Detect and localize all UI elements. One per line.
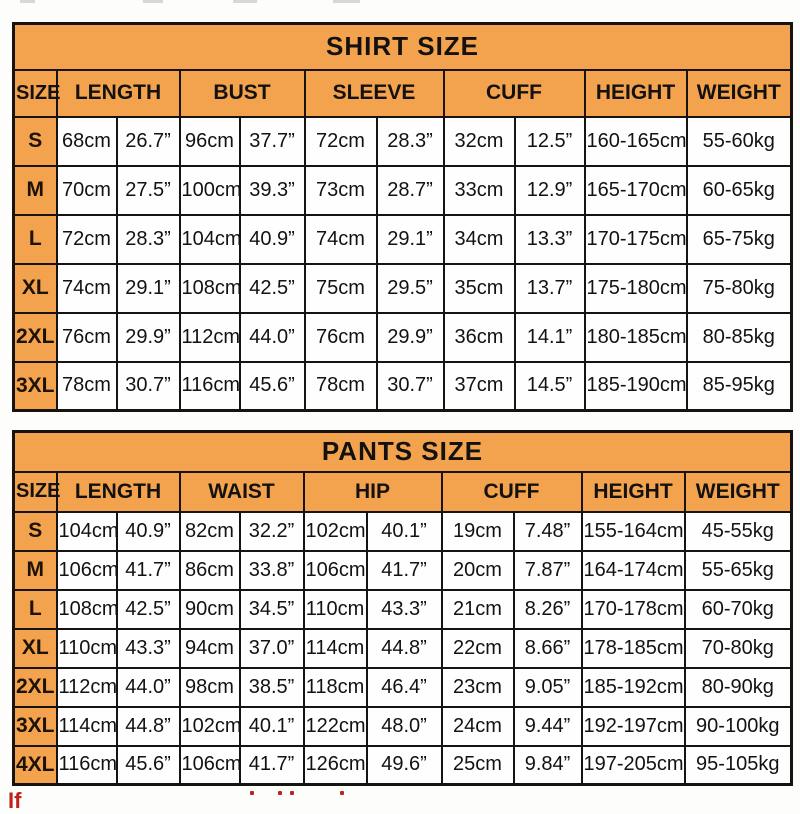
value-cell: 41.7”	[367, 551, 442, 590]
value-cell: 106cm	[304, 551, 367, 590]
size-label-cell: L	[14, 590, 57, 629]
column-header-sleeve: SLEEVE	[305, 70, 444, 117]
value-cell: 68cm	[57, 117, 117, 166]
value-cell: 170-175cm	[585, 215, 687, 264]
value-cell: 80-85kg	[687, 313, 792, 362]
value-cell: 29.5”	[377, 264, 444, 313]
value-cell: 48.0”	[367, 707, 442, 746]
value-cell: 108cm	[180, 264, 240, 313]
value-cell: 100cm	[180, 166, 240, 215]
footer-text-fragment: If	[8, 788, 22, 813]
value-cell: 46.4”	[367, 668, 442, 707]
value-cell: 28.7”	[377, 166, 444, 215]
value-cell: 104cm	[180, 215, 240, 264]
value-cell: 104cm	[57, 512, 117, 551]
shirt-table-header-row	[14, 70, 792, 117]
value-cell: 126cm	[304, 746, 367, 785]
size-label-cell: 3XL	[14, 362, 57, 411]
value-cell: 40.9”	[240, 215, 305, 264]
value-cell: 110cm	[304, 590, 367, 629]
value-cell: 34cm	[444, 215, 515, 264]
table-row	[14, 512, 792, 551]
value-cell: 34.5”	[240, 590, 304, 629]
value-cell: 29.9”	[117, 313, 180, 362]
value-cell: 14.1”	[515, 313, 585, 362]
value-cell: 24cm	[442, 707, 514, 746]
value-cell: 98cm	[180, 668, 240, 707]
value-cell: 70cm	[57, 166, 117, 215]
shirt-table-title: SHIRT SIZE	[14, 24, 792, 70]
table-row	[14, 362, 792, 411]
value-cell: 170-178cm	[582, 590, 685, 629]
value-cell: 41.7”	[117, 551, 180, 590]
table-row	[14, 117, 792, 166]
value-cell: 110cm	[57, 629, 117, 668]
cropped-text-remnant	[233, 0, 257, 3]
value-cell: 19cm	[442, 512, 514, 551]
value-cell: 44.8”	[117, 707, 180, 746]
value-cell: 25cm	[442, 746, 514, 785]
column-header-weight: WEIGHT	[685, 472, 792, 512]
clipped-footer-text	[8, 788, 792, 813]
value-cell: 175-180cm	[585, 264, 687, 313]
size-label-cell: L	[14, 215, 57, 264]
value-cell: 12.9”	[515, 166, 585, 215]
value-cell: 85-95kg	[687, 362, 792, 411]
value-cell: 165-170cm	[585, 166, 687, 215]
value-cell: 95-105kg	[685, 746, 792, 785]
value-cell: 40.9”	[117, 512, 180, 551]
value-cell: 75cm	[305, 264, 377, 313]
value-cell: 20cm	[442, 551, 514, 590]
value-cell: 160-165cm	[585, 117, 687, 166]
value-cell: 55-65kg	[685, 551, 792, 590]
value-cell: 49.6”	[367, 746, 442, 785]
value-cell: 7.48”	[514, 512, 582, 551]
cropped-text-remnant	[333, 0, 360, 3]
column-header-cuff: CUFF	[442, 472, 582, 512]
value-cell: 80-90kg	[685, 668, 792, 707]
value-cell: 73cm	[305, 166, 377, 215]
value-cell: 75-80kg	[687, 264, 792, 313]
value-cell: 116cm	[180, 362, 240, 411]
size-label-cell: 3XL	[14, 707, 57, 746]
pants-table-title-row	[14, 432, 792, 472]
column-header-weight: WEIGHT	[687, 70, 792, 117]
value-cell: 94cm	[180, 629, 240, 668]
value-cell: 40.1”	[240, 707, 304, 746]
column-header-size: SIZE	[14, 70, 57, 117]
value-cell: 116cm	[57, 746, 117, 785]
table-row	[14, 668, 792, 707]
value-cell: 28.3”	[117, 215, 180, 264]
value-cell: 36cm	[444, 313, 515, 362]
value-cell: 112cm	[57, 668, 117, 707]
value-cell: 76cm	[57, 313, 117, 362]
value-cell: 60-70kg	[685, 590, 792, 629]
value-cell: 9.44”	[514, 707, 582, 746]
table-row	[14, 629, 792, 668]
value-cell: 106cm	[57, 551, 117, 590]
column-header-bust: BUST	[180, 70, 305, 117]
value-cell: 43.3”	[367, 590, 442, 629]
table-row	[14, 551, 792, 590]
value-cell: 23cm	[442, 668, 514, 707]
value-cell: 37.7”	[240, 117, 305, 166]
value-cell: 74cm	[305, 215, 377, 264]
value-cell: 33.8”	[240, 551, 304, 590]
clipped-footer-text-dot	[250, 791, 254, 795]
value-cell: 8.66”	[514, 629, 582, 668]
value-cell: 32.2”	[240, 512, 304, 551]
value-cell: 55-60kg	[687, 117, 792, 166]
value-cell: 78cm	[57, 362, 117, 411]
value-cell: 106cm	[180, 746, 240, 785]
clipped-footer-text-dot	[290, 791, 294, 795]
size-label-cell: S	[14, 512, 57, 551]
column-header-hip: HIP	[304, 472, 442, 512]
pants-size-table	[12, 430, 793, 786]
value-cell: 96cm	[180, 117, 240, 166]
value-cell: 108cm	[57, 590, 117, 629]
value-cell: 178-185cm	[582, 629, 685, 668]
value-cell: 29.9”	[377, 313, 444, 362]
pants-table-header-row	[14, 472, 792, 512]
value-cell: 102cm	[304, 512, 367, 551]
value-cell: 13.7”	[515, 264, 585, 313]
value-cell: 86cm	[180, 551, 240, 590]
value-cell: 76cm	[305, 313, 377, 362]
column-header-size: SIZE	[14, 472, 57, 512]
table-row	[14, 590, 792, 629]
value-cell: 122cm	[304, 707, 367, 746]
value-cell: 28.3”	[377, 117, 444, 166]
value-cell: 9.84”	[514, 746, 582, 785]
value-cell: 82cm	[180, 512, 240, 551]
value-cell: 197-205cm	[582, 746, 685, 785]
size-label-cell: 2XL	[14, 668, 57, 707]
value-cell: 40.1”	[367, 512, 442, 551]
value-cell: 102cm	[180, 707, 240, 746]
value-cell: 78cm	[305, 362, 377, 411]
table-row	[14, 166, 792, 215]
size-label-cell: 2XL	[14, 313, 57, 362]
value-cell: 30.7”	[117, 362, 180, 411]
table-row	[14, 313, 792, 362]
value-cell: 44.0”	[240, 313, 305, 362]
value-cell: 39.3”	[240, 166, 305, 215]
value-cell: 9.05”	[514, 668, 582, 707]
value-cell: 114cm	[304, 629, 367, 668]
value-cell: 118cm	[304, 668, 367, 707]
value-cell: 26.7”	[117, 117, 180, 166]
shirt-table-title-row	[14, 24, 792, 70]
value-cell: 72cm	[57, 215, 117, 264]
size-label-cell: M	[14, 551, 57, 590]
size-label-cell: M	[14, 166, 57, 215]
value-cell: 45-55kg	[685, 512, 792, 551]
value-cell: 45.6”	[240, 362, 305, 411]
size-label-cell: 4XL	[14, 746, 57, 785]
value-cell: 44.0”	[117, 668, 180, 707]
value-cell: 72cm	[305, 117, 377, 166]
value-cell: 30.7”	[377, 362, 444, 411]
value-cell: 155-164cm	[582, 512, 685, 551]
value-cell: 65-75kg	[687, 215, 792, 264]
value-cell: 35cm	[444, 264, 515, 313]
column-header-length: LENGTH	[57, 472, 180, 512]
value-cell: 90-100kg	[685, 707, 792, 746]
value-cell: 27.5”	[117, 166, 180, 215]
value-cell: 180-185cm	[585, 313, 687, 362]
value-cell: 12.5”	[515, 117, 585, 166]
value-cell: 33cm	[444, 166, 515, 215]
table-row	[14, 215, 792, 264]
value-cell: 22cm	[442, 629, 514, 668]
pants-table-title: PANTS SIZE	[14, 432, 792, 472]
value-cell: 32cm	[444, 117, 515, 166]
value-cell: 70-80kg	[685, 629, 792, 668]
value-cell: 8.26”	[514, 590, 582, 629]
value-cell: 41.7”	[240, 746, 304, 785]
shirt-size-table	[12, 22, 793, 412]
value-cell: 29.1”	[117, 264, 180, 313]
value-cell: 37cm	[444, 362, 515, 411]
value-cell: 42.5”	[117, 590, 180, 629]
cropped-text-remnant	[143, 0, 163, 3]
value-cell: 42.5”	[240, 264, 305, 313]
table-row	[14, 746, 792, 785]
value-cell: 74cm	[57, 264, 117, 313]
column-header-waist: WAIST	[180, 472, 304, 512]
value-cell: 38.5”	[240, 668, 304, 707]
value-cell: 114cm	[57, 707, 117, 746]
column-header-height: HEIGHT	[582, 472, 685, 512]
cropped-text-remnant	[20, 0, 35, 3]
size-label-cell: XL	[14, 264, 57, 313]
value-cell: 7.87”	[514, 551, 582, 590]
value-cell: 21cm	[442, 590, 514, 629]
value-cell: 45.6”	[117, 746, 180, 785]
column-header-height: HEIGHT	[585, 70, 687, 117]
value-cell: 90cm	[180, 590, 240, 629]
value-cell: 60-65kg	[687, 166, 792, 215]
value-cell: 14.5”	[515, 362, 585, 411]
value-cell: 185-190cm	[585, 362, 687, 411]
value-cell: 37.0”	[240, 629, 304, 668]
value-cell: 44.8”	[367, 629, 442, 668]
table-row	[14, 264, 792, 313]
size-label-cell: XL	[14, 629, 57, 668]
value-cell: 13.3”	[515, 215, 585, 264]
column-header-length: LENGTH	[57, 70, 180, 117]
size-label-cell: S	[14, 117, 57, 166]
value-cell: 185-192cm	[582, 668, 685, 707]
clipped-footer-text-dot	[278, 791, 282, 795]
value-cell: 29.1”	[377, 215, 444, 264]
value-cell: 112cm	[180, 313, 240, 362]
value-cell: 192-197cm	[582, 707, 685, 746]
column-header-cuff: CUFF	[444, 70, 585, 117]
table-row	[14, 707, 792, 746]
value-cell: 164-174cm	[582, 551, 685, 590]
value-cell: 43.3”	[117, 629, 180, 668]
clipped-footer-text-dot	[340, 791, 344, 795]
